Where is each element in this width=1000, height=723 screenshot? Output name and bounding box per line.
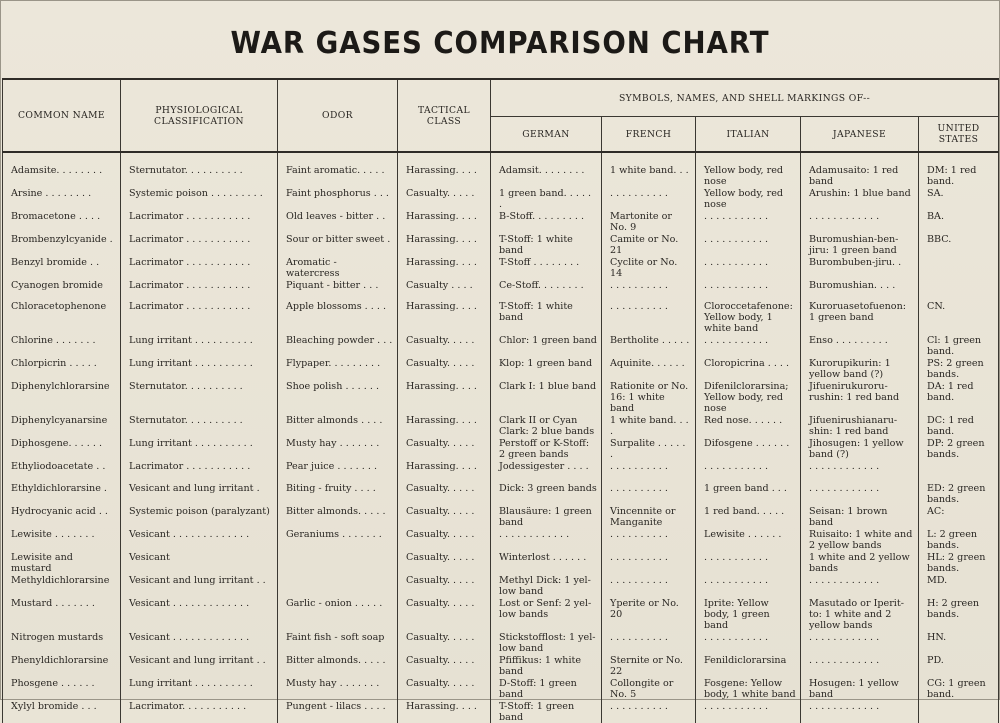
cell-italian: Yellow body, red nose — [696, 152, 801, 187]
cell-german: Lost or Senf: 2 yel-low bands — [491, 597, 602, 631]
cell-italian: . . . . . . . . . . . — [696, 233, 801, 256]
cell-japanese: Buromushian-ben-jiru: 1 green band — [801, 233, 919, 256]
cell-italian: Lewisite . . . . . . — [696, 528, 801, 551]
cell-tactical: Casualty. . . . . — [398, 334, 491, 357]
table-row — [3, 597, 999, 631]
cell-odor: Flypaper. . . . . . . . . — [278, 357, 398, 380]
cell-common-name: Hydrocyanic acid . . — [3, 505, 121, 528]
cell-french: . . . . . . . . . . — [602, 528, 696, 551]
cell-united-states: DP: 2 green bands. — [919, 437, 999, 460]
cell-japanese: . . . . . . . . . . . . — [801, 631, 919, 654]
table-row — [3, 631, 999, 654]
cell-physiological: Sternutator. . . . . . . . . . — [121, 414, 278, 437]
cell-tactical: Casualty. . . . . — [398, 677, 491, 700]
table-row — [3, 300, 999, 334]
cell-french: Cyclite or No. 14 — [602, 256, 696, 279]
table-row — [3, 233, 999, 256]
cell-german: Pfiffikus: 1 white band — [491, 654, 602, 677]
cell-united-states: DM: 1 red band. — [919, 152, 999, 187]
cell-japanese: Ruisaito: 1 white and 2 yellow bands — [801, 528, 919, 551]
cell-odor: Faint fish - soft soap — [278, 631, 398, 654]
cell-common-name: Bromacetone . . . . — [3, 210, 121, 233]
cell-italian: . . . . . . . . . . . — [696, 256, 801, 279]
cell-common-name: Diphosgene. . . . . . — [3, 437, 121, 460]
cell-german: Dick: 3 green bands — [491, 482, 602, 505]
cell-united-states: CN. — [919, 300, 999, 334]
cell-physiological: Vesicant and lung irritant . . — [121, 654, 278, 677]
cell-physiological: Lacrimator . . . . . . . . . . . — [121, 460, 278, 481]
cell-tactical: Harassing. . . . — [398, 300, 491, 334]
cell-common-name: Chloracetophenone — [3, 300, 121, 334]
cell-odor: Bleaching powder . . . — [278, 334, 398, 357]
cell-odor: Old leaves - bitter . . — [278, 210, 398, 233]
header-odor: ODOR — [278, 79, 398, 152]
cell-german: D-Stoff: 1 green band — [491, 677, 602, 700]
table-row — [3, 700, 999, 723]
table-row — [3, 256, 999, 279]
cell-united-states — [919, 279, 999, 300]
cell-italian: . . . . . . . . . . . — [696, 334, 801, 357]
cell-japanese: . . . . . . . . . . . . — [801, 700, 919, 723]
cell-common-name: Mustard . . . . . . . — [3, 597, 121, 631]
cell-italian: Cloropicrina . . . . — [696, 357, 801, 380]
table-row — [3, 357, 999, 380]
cell-tactical: Harassing. . . . — [398, 460, 491, 481]
cell-physiological: Lacrimator. . . . . . . . . . . — [121, 700, 278, 723]
comparison-table — [2, 78, 999, 723]
cell-german: Adamsit. . . . . . . . — [491, 152, 602, 187]
table-row — [3, 414, 999, 437]
cell-japanese: . . . . . . . . . . . . — [801, 460, 919, 481]
cell-german: T-Stoff: 1 green band — [491, 700, 602, 723]
cell-french: Martonite or No. 9 — [602, 210, 696, 233]
cell-tactical: Casualty . . . . — [398, 279, 491, 300]
cell-united-states: DC: 1 red band. — [919, 414, 999, 437]
cell-tactical: Harassing. . . . — [398, 256, 491, 279]
cell-japanese: Jifuenirukuroru-rushin: 1 red band — [801, 380, 919, 414]
header-tactical-class: TACTICAL CLASS — [398, 79, 491, 152]
cell-common-name: Ethyldichlorarsine . — [3, 482, 121, 505]
cell-tactical: Casualty. . . . . — [398, 482, 491, 505]
table-row — [3, 152, 999, 187]
cell-united-states: SA. — [919, 187, 999, 210]
cell-physiological: Sternutator. . . . . . . . . . — [121, 152, 278, 187]
cell-physiological: Lung irritant . . . . . . . . . . — [121, 437, 278, 460]
cell-united-states — [919, 256, 999, 279]
cell-odor: Sour or bitter sweet . — [278, 233, 398, 256]
header-physiological-classification: PHYSIOLOGICAL CLASSIFICATION — [121, 79, 278, 152]
cell-french: Rationite or No. 16: 1 white band — [602, 380, 696, 414]
cell-german: Winterlost . . . . . . — [491, 551, 602, 574]
cell-japanese: Jifuenirushianaru-shin: 1 red band — [801, 414, 919, 437]
table-row — [3, 210, 999, 233]
cell-physiological: Sternutator. . . . . . . . . . — [121, 380, 278, 414]
cell-tactical: Harassing. . . . — [398, 414, 491, 437]
cell-italian: . . . . . . . . . . . — [696, 210, 801, 233]
cell-japanese: . . . . . . . . . . . . — [801, 654, 919, 677]
cell-united-states: DA: 1 red band. — [919, 380, 999, 414]
cell-german: Clark I: 1 blue band — [491, 380, 602, 414]
cell-physiological: Systemic poison (paralyzant) — [121, 505, 278, 528]
cell-tactical: Casualty. . . . . — [398, 187, 491, 210]
header-common-name: COMMON NAME — [3, 79, 121, 152]
cell-odor: Aromatic - watercress — [278, 256, 398, 279]
cell-physiological: Vesicant — [121, 551, 278, 574]
cell-united-states: PS: 2 green bands. — [919, 357, 999, 380]
table-row — [3, 187, 999, 210]
cell-physiological: Vesicant . . . . . . . . . . . . . — [121, 528, 278, 551]
cell-odor: Shoe polish . . . . . . — [278, 380, 398, 414]
cell-japanese: Arushin: 1 blue band — [801, 187, 919, 210]
cell-japanese: Hosugen: 1 yellow band — [801, 677, 919, 700]
cell-physiological: Systemic poison . . . . . . . . . — [121, 187, 278, 210]
cell-japanese: . . . . . . . . . . . . — [801, 574, 919, 597]
cell-common-name: Cyanogen bromide — [3, 279, 121, 300]
table-row — [3, 460, 999, 481]
cell-common-name: Chlorpicrin . . . . . — [3, 357, 121, 380]
cell-italian: . . . . . . . . . . . — [696, 460, 801, 481]
cell-odor: Musty hay . . . . . . . — [278, 677, 398, 700]
cell-tactical: Casualty. . . . . — [398, 357, 491, 380]
cell-italian: Cloroccetafenone: Yellow body, 1 white band — [696, 300, 801, 334]
cell-odor — [278, 551, 398, 574]
cell-french: Aquinite. . . . . . — [602, 357, 696, 380]
cell-odor: Garlic - onion . . . . . — [278, 597, 398, 631]
cell-physiological: Lung irritant . . . . . . . . . . — [121, 334, 278, 357]
cell-physiological: Lacrimator . . . . . . . . . . . — [121, 210, 278, 233]
cell-french: . . . . . . . . . . — [602, 631, 696, 654]
cell-odor: Apple blossoms . . . . — [278, 300, 398, 334]
cell-united-states: BA. — [919, 210, 999, 233]
cell-japanese: Buromushian. . . . — [801, 279, 919, 300]
cell-japanese: Seisan: 1 brown band — [801, 505, 919, 528]
cell-french: . . . . . . . . . . — [602, 460, 696, 481]
cell-french: Camite or No. 21 — [602, 233, 696, 256]
cell-odor: Piquant - bitter . . . — [278, 279, 398, 300]
cell-common-name: Ethyliodoacetate . . — [3, 460, 121, 481]
cell-italian: . . . . . . . . . . . — [696, 574, 801, 597]
cell-united-states: MD. — [919, 574, 999, 597]
cell-odor: Musty hay . . . . . . . — [278, 437, 398, 460]
table-row — [3, 551, 999, 574]
cell-german: Perstoff or K-Stoff: 2 green bands — [491, 437, 602, 460]
table-row — [3, 505, 999, 528]
cell-physiological: Lacrimator . . . . . . . . . . . — [121, 279, 278, 300]
table-row — [3, 334, 999, 357]
cell-odor — [278, 574, 398, 597]
cell-italian: Fenildiclorarsina — [696, 654, 801, 677]
cell-physiological: Vesicant and lung irritant . . — [121, 574, 278, 597]
cell-united-states: ED: 2 green bands. — [919, 482, 999, 505]
cell-tactical: Casualty. . . . . — [398, 437, 491, 460]
cell-german: T-Stoff: 1 white band — [491, 300, 602, 334]
cell-japanese: Kuroruasetofuenon: 1 green band — [801, 300, 919, 334]
cell-italian: . . . . . . . . . . . — [696, 551, 801, 574]
cell-japanese: Jihosugen: 1 yellow band (?) — [801, 437, 919, 460]
cell-tactical: Harassing. . . . — [398, 700, 491, 723]
cell-french: . . . . . . . . . . — [602, 700, 696, 723]
cell-french: Bertholite . . . . . — [602, 334, 696, 357]
cell-japanese: Kurorupikurin: 1 yellow band (?) — [801, 357, 919, 380]
cell-physiological: Lacrimator . . . . . . . . . . . — [121, 256, 278, 279]
cell-japanese: Enso . . . . . . . . . — [801, 334, 919, 357]
cell-french: . . . . . . . . . . — [602, 300, 696, 334]
cell-united-states: AC: — [919, 505, 999, 528]
cell-united-states — [919, 700, 999, 723]
cell-tactical: Harassing. . . . — [398, 152, 491, 187]
header-german: GERMAN — [491, 117, 602, 153]
cell-french: . . . . . . . . . . — [602, 482, 696, 505]
table-body — [3, 152, 999, 723]
cell-common-name: Lewisite and mustard — [3, 551, 121, 574]
cell-tactical: Casualty. . . . . — [398, 631, 491, 654]
cell-french: Sternite or No. 22 — [602, 654, 696, 677]
cell-german: Blausäure: 1 green band — [491, 505, 602, 528]
cell-german: Klop: 1 green band — [491, 357, 602, 380]
cell-japanese: Adamusaito: 1 red band — [801, 152, 919, 187]
cell-odor: Bitter almonds. . . . . — [278, 654, 398, 677]
cell-french: Yperite or No. 20 — [602, 597, 696, 631]
cell-common-name: Arsine . . . . . . . . — [3, 187, 121, 210]
cell-italian: . . . . . . . . . . . — [696, 700, 801, 723]
table-row — [3, 528, 999, 551]
table-row — [3, 654, 999, 677]
cell-common-name: Phosgene . . . . . . — [3, 677, 121, 700]
cell-german: Ce-Stoff. . . . . . . . — [491, 279, 602, 300]
cell-german: T-Stoff: 1 white band — [491, 233, 602, 256]
cell-united-states — [919, 460, 999, 481]
cell-odor: Geraniums . . . . . . . — [278, 528, 398, 551]
cell-tactical: Harassing. . . . — [398, 233, 491, 256]
cell-tactical: Casualty. . . . . — [398, 528, 491, 551]
cell-italian: 1 green band . . . — [696, 482, 801, 505]
table-row — [3, 380, 999, 414]
cell-german: . . . . . . . . . . . . — [491, 528, 602, 551]
cell-german: 1 green band. . . . . . — [491, 187, 602, 210]
table-row — [3, 574, 999, 597]
cell-german: Methyl Dick: 1 yel-low band — [491, 574, 602, 597]
cell-united-states: HL: 2 green bands. — [919, 551, 999, 574]
cell-french: . . . . . . . . . . — [602, 279, 696, 300]
cell-common-name: Adamsite. . . . . . . . — [3, 152, 121, 187]
cell-tactical: Casualty. . . . . — [398, 597, 491, 631]
cell-german: B-Stoff. . . . . . . . . — [491, 210, 602, 233]
cell-odor: Biting - fruity . . . . — [278, 482, 398, 505]
cell-japanese: 1 white and 2 yellow bands — [801, 551, 919, 574]
cell-italian: 1 red band. . . . . — [696, 505, 801, 528]
cell-odor: Faint aromatic. . . . . — [278, 152, 398, 187]
cell-japanese: Burombuben-jiru. . — [801, 256, 919, 279]
cell-physiological: Vesicant . . . . . . . . . . . . . — [121, 631, 278, 654]
header-japanese: JAPANESE — [801, 117, 919, 153]
cell-common-name: Benzyl bromide . . — [3, 256, 121, 279]
cell-german: T-Stoff . . . . . . . . — [491, 256, 602, 279]
cell-common-name: Phenyldichlorarsine — [3, 654, 121, 677]
cell-tactical: Casualty. . . . . — [398, 654, 491, 677]
cell-french: . . . . . . . . . . — [602, 574, 696, 597]
cell-french: . . . . . . . . . . — [602, 551, 696, 574]
cell-italian: . . . . . . . . . . . — [696, 279, 801, 300]
cell-odor: Bitter almonds. . . . . — [278, 505, 398, 528]
header-united-states: UNITED STATES — [919, 117, 999, 153]
cell-italian: . . . . . . . . . . . — [696, 631, 801, 654]
cell-tactical: Casualty. . . . . — [398, 574, 491, 597]
cell-tactical: Harassing. . . . — [398, 210, 491, 233]
cell-united-states: L: 2 green bands. — [919, 528, 999, 551]
cell-french: Vincennite or Manganite — [602, 505, 696, 528]
header-symbols-group: SYMBOLS, NAMES, AND SHELL MARKINGS OF-- — [491, 79, 999, 117]
cell-french: . . . . . . . . . . — [602, 187, 696, 210]
cell-german: Clark II or Cyan Clark: 2 blue bands — [491, 414, 602, 437]
cell-japanese: . . . . . . . . . . . . — [801, 482, 919, 505]
cell-united-states: CG: 1 green band. — [919, 677, 999, 700]
cell-united-states: HN. — [919, 631, 999, 654]
cell-tactical: Casualty. . . . . — [398, 505, 491, 528]
cell-odor: Pungent - lilacs . . . . — [278, 700, 398, 723]
cell-tactical: Casualty. . . . . — [398, 551, 491, 574]
table-row — [3, 279, 999, 300]
cell-common-name: Chlorine . . . . . . . — [3, 334, 121, 357]
cell-common-name: Methyldichlorarsine — [3, 574, 121, 597]
page-title: WAR GASES COMPARISON CHART — [230, 26, 770, 61]
cell-french: 1 white band. . . . — [602, 414, 696, 437]
cell-odor: Bitter almonds . . . . — [278, 414, 398, 437]
table-row — [3, 437, 999, 460]
cell-tactical: Harassing. . . . — [398, 380, 491, 414]
cell-italian: Iprite: Yellow body, 1 green band — [696, 597, 801, 631]
cell-japanese: Masutado or Iperit-to: 1 white and 2 yellow bands — [801, 597, 919, 631]
cell-physiological: Lung irritant . . . . . . . . . . — [121, 677, 278, 700]
cell-united-states: BBC. — [919, 233, 999, 256]
cell-common-name: Diphenylcyanarsine — [3, 414, 121, 437]
cell-odor: Pear juice . . . . . . . — [278, 460, 398, 481]
header-french: FRENCH — [602, 117, 696, 153]
cell-common-name: Lewisite . . . . . . . — [3, 528, 121, 551]
cell-odor: Faint phosphorus . . . — [278, 187, 398, 210]
cell-french: 1 white band. . . — [602, 152, 696, 187]
cell-united-states: Cl: 1 green band. — [919, 334, 999, 357]
cell-common-name: Brombenzylcyanide . — [3, 233, 121, 256]
cell-physiological: Lacrimator . . . . . . . . . . . — [121, 300, 278, 334]
cell-french: Surpalite . . . . . . — [602, 437, 696, 460]
cell-physiological: Vesicant . . . . . . . . . . . . . — [121, 597, 278, 631]
cell-common-name: Diphenylchlorarsine — [3, 380, 121, 414]
cell-physiological: Vesicant and lung irritant . — [121, 482, 278, 505]
cell-german: Jodessigester . . . . — [491, 460, 602, 481]
cell-japanese: . . . . . . . . . . . . — [801, 210, 919, 233]
cell-italian: Fosgene: Yellow body, 1 white band — [696, 677, 801, 700]
cell-german: Chlor: 1 green band — [491, 334, 602, 357]
cell-italian: Red nose. . . . . . — [696, 414, 801, 437]
table-row — [3, 677, 999, 700]
cell-italian: Yellow body, red nose — [696, 187, 801, 210]
cell-united-states: H: 2 green bands. — [919, 597, 999, 631]
table-row — [3, 482, 999, 505]
header-italian: ITALIAN — [696, 117, 801, 153]
cell-common-name: Nitrogen mustards — [3, 631, 121, 654]
cell-french: Collongite or No. 5 — [602, 677, 696, 700]
cell-common-name: Xylyl bromide . . . — [3, 700, 121, 723]
cell-physiological: Lacrimator . . . . . . . . . . . — [121, 233, 278, 256]
cell-physiological: Lung irritant . . . . . . . . . . — [121, 357, 278, 380]
cell-united-states: PD. — [919, 654, 999, 677]
cell-italian: Difosgene . . . . . . — [696, 437, 801, 460]
cell-italian: Difenilclorarsina; Yellow body, red nose — [696, 380, 801, 414]
cell-german: Stickstofflost: 1 yel-low band — [491, 631, 602, 654]
